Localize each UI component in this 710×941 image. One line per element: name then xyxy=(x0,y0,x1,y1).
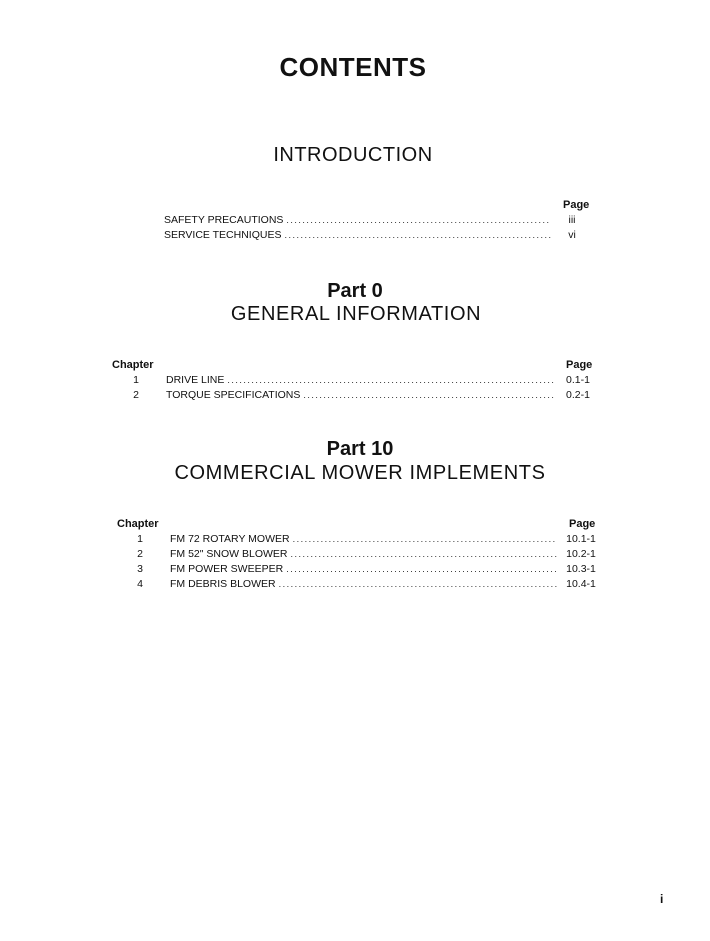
part10-name: COMMERCIAL MOWER IMPLEMENTS xyxy=(174,462,546,484)
entry-page: 10.4-1 xyxy=(566,578,596,590)
chapter-number: 1 xyxy=(133,374,139,386)
part0-chapter-header: Chapter xyxy=(112,359,154,371)
entry-page: 0.1-1 xyxy=(566,374,590,386)
entry-label: SERVICE TECHNIQUES xyxy=(164,229,282,241)
dot-leader xyxy=(291,547,558,562)
list-item xyxy=(124,373,598,388)
entry-label: FM 52" SNOW BLOWER xyxy=(170,548,288,560)
list-item xyxy=(128,562,602,577)
introduction-heading: INTRODUCTION xyxy=(273,144,433,166)
part0-number: Part 0 xyxy=(327,280,383,302)
introduction-list xyxy=(164,213,590,243)
entry-page: 0.2-1 xyxy=(566,389,590,401)
dot-leader xyxy=(227,373,555,388)
list-item xyxy=(124,388,598,403)
entry-label: FM DEBRIS BLOWER xyxy=(170,578,276,590)
list-item xyxy=(164,228,590,243)
chapter-number: 2 xyxy=(137,548,143,560)
entry-label: TORQUE SPECIFICATIONS xyxy=(166,389,301,401)
chapter-number: 4 xyxy=(137,578,143,590)
chapter-number: 2 xyxy=(133,389,139,401)
part10-page-header: Page xyxy=(569,518,596,530)
entry-page: vi xyxy=(568,229,576,241)
part0-name: GENERAL INFORMATION xyxy=(230,303,482,325)
entry-label: FM POWER SWEEPER xyxy=(170,563,284,575)
list-item xyxy=(128,547,602,562)
dot-leader xyxy=(279,577,557,592)
page-title: CONTENTS xyxy=(279,52,427,82)
chapter-number: 3 xyxy=(137,563,143,575)
entry-label: FM 72 ROTARY MOWER xyxy=(170,533,290,545)
chapter-number: 1 xyxy=(137,533,143,545)
dot-leader xyxy=(293,532,557,547)
entry-page: 10.2-1 xyxy=(566,548,596,560)
list-item xyxy=(128,577,602,592)
entry-page: 10.3-1 xyxy=(566,563,596,575)
entry-label: SAFETY PRECAUTIONS xyxy=(164,214,284,226)
part0-page-header: Page xyxy=(566,359,593,371)
page-number: i xyxy=(660,892,664,906)
dot-leader xyxy=(286,213,551,228)
dot-leader xyxy=(303,388,555,403)
dot-leader xyxy=(286,562,557,577)
entry-page: iii xyxy=(568,214,576,226)
part10-chapter-header: Chapter xyxy=(117,518,159,530)
part10-number: Part 10 xyxy=(326,438,394,460)
part10-list xyxy=(128,532,602,592)
part0-list xyxy=(124,373,598,403)
list-item xyxy=(128,532,602,547)
list-item xyxy=(164,213,590,228)
intro-page-header: Page xyxy=(563,199,590,211)
entry-label: DRIVE LINE xyxy=(166,374,225,386)
entry-page: 10.1-1 xyxy=(566,533,596,545)
dot-leader xyxy=(284,228,551,243)
